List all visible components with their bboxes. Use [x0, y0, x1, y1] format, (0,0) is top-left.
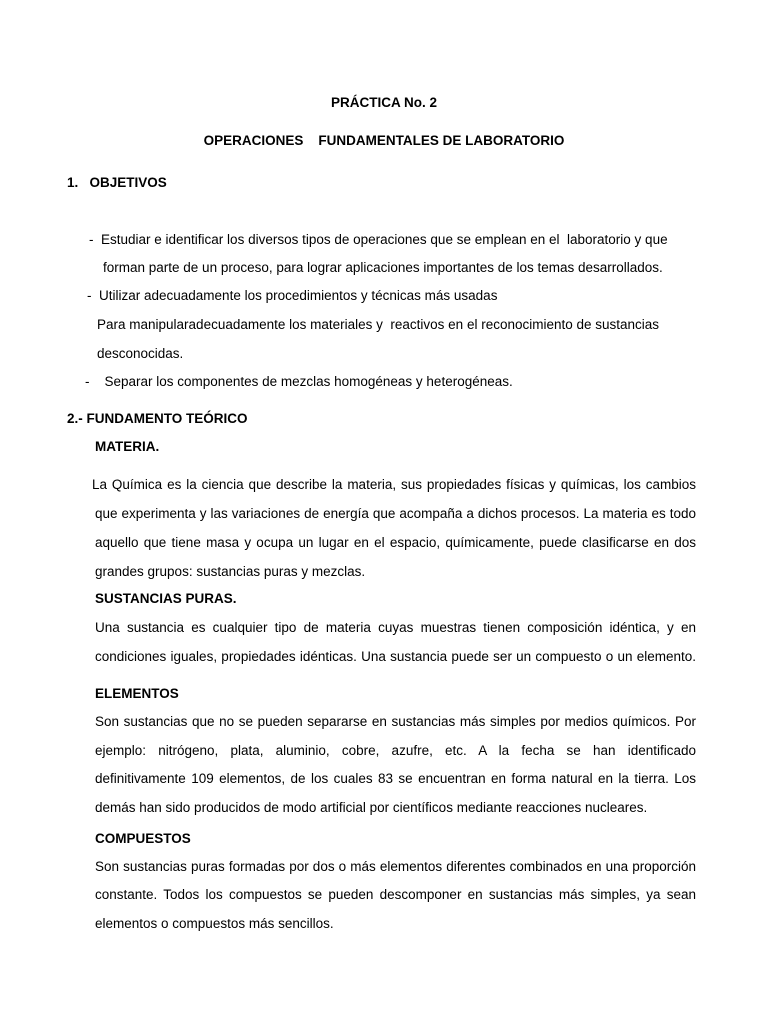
page-title: PRÁCTICA No. 2 — [330, 95, 437, 110]
paragraph-line: Son sustancias que no se pueden separarse en sustancias más simples por medios químicos. Por — [95, 714, 696, 729]
section-heading-fundamento: 2.- FUNDAMENTO TEÓRICO — [67, 411, 248, 426]
section-heading-objetivos: 1. OBJETIVOS — [67, 175, 167, 190]
paragraph-line: La Química es la ciencia que describe la materia, sus propiedades físicas y químicas, los cambios — [92, 477, 696, 492]
objective-item-continuation: desconocidas. — [97, 346, 184, 361]
paragraph-line: que experimenta y las variaciones de energía que acompaña a dichos procesos. La materia es todo — [95, 506, 696, 521]
objective-item-continuation: Para manipularadecuadamente los materiales y reactivos en el reconocimiento de sustancias — [97, 317, 660, 332]
objective-item: - Separar los componentes de mezclas homogéneas y heterogéneas. — [85, 374, 513, 389]
objective-item: - Estudiar e identificar los diversos tipos de operaciones que se emplean en el laboratorio y que — [89, 232, 668, 247]
paragraph-line: grandes grupos: sustancias puras y mezclas. — [95, 564, 366, 579]
subheading-materia: MATERIA. — [95, 439, 160, 454]
paragraph-line: Son sustancias puras formadas por dos o más elementos diferentes combinados en una proporción — [95, 859, 696, 874]
paragraph-line: Una sustancia es cualquier tipo de materia cuyas muestras tienen composición idéntica, y en — [95, 620, 696, 635]
paragraph-line: definitivamente 109 elementos, de los cuales 83 se encuentran en forma natural en la tierra. Los — [95, 771, 696, 786]
paragraph-line: constante. Todos los compuestos se pueden descomponer en sustancias más simples, ya sean — [95, 887, 696, 902]
subheading-sustancias-puras: SUSTANCIAS PURAS. — [95, 591, 237, 606]
paragraph-line: elementos o compuestos más sencillos. — [95, 916, 334, 931]
page-subtitle: OPERACIONES FUNDAMENTALES DE LABORATORIO — [203, 133, 565, 148]
paragraph-line: demás han sido producidos de modo artificial por científicos mediante reacciones nucleares. — [95, 800, 648, 815]
paragraph-line: condiciones iguales, propiedades idénticas. Una sustancia puede ser un compuesto o un elemento. — [95, 649, 696, 664]
subheading-compuestos: COMPUESTOS — [95, 831, 191, 846]
objective-item: - Utilizar adecuadamente los procedimientos y técnicas más usadas — [87, 288, 498, 303]
paragraph-line: ejemplo: nitrógeno, plata, aluminio, cobre, azufre, etc. A la fecha se han identificado — [95, 743, 696, 758]
subheading-elementos: ELEMENTOS — [95, 686, 179, 701]
paragraph-line: aquello que tiene masa y ocupa un lugar en el espacio, químicamente, puede clasificarse en dos — [95, 535, 696, 550]
objective-item-continuation: forman parte de un proceso, para lograr aplicaciones importantes de los temas desarrollados. — [103, 260, 663, 275]
